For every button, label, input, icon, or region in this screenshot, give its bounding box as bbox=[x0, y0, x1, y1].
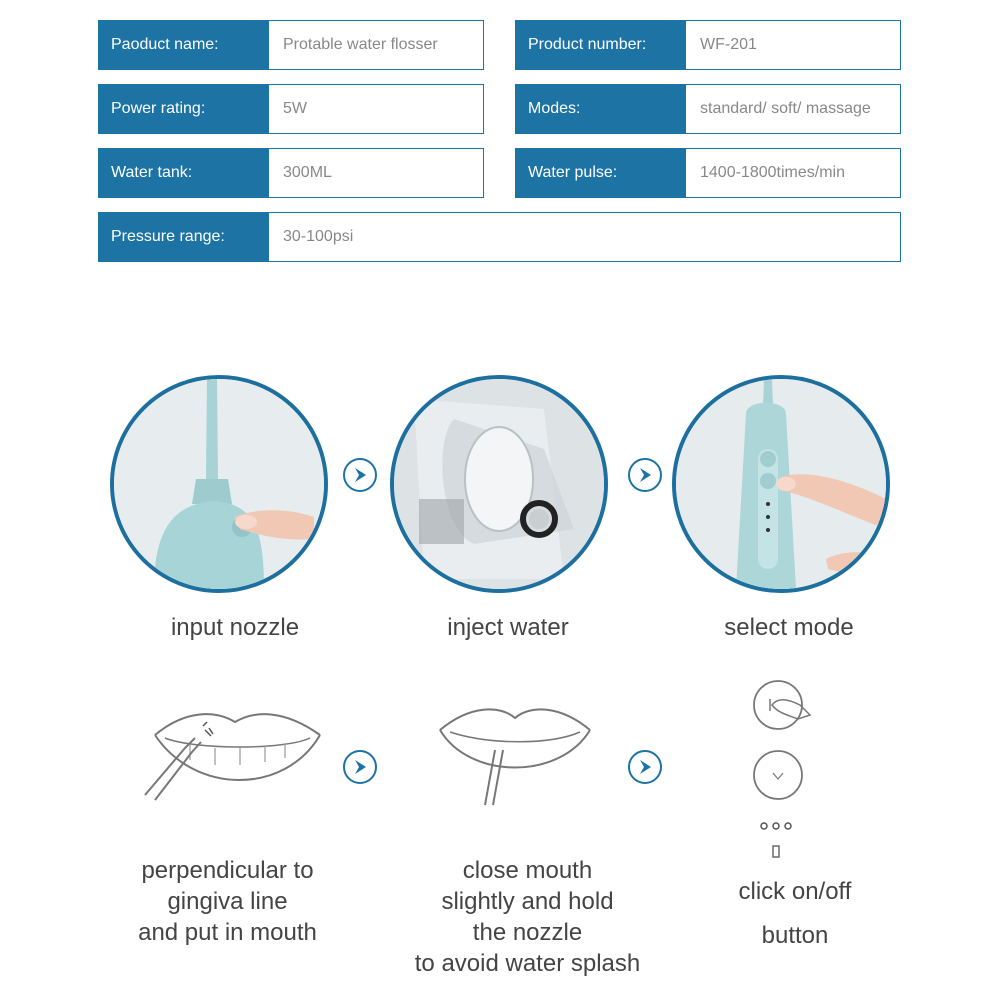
inject-water-photo bbox=[390, 375, 608, 593]
spec-product-number bbox=[515, 20, 901, 70]
spec-value: 1400-1800times/min bbox=[700, 164, 845, 181]
usage-label-close-mouth bbox=[395, 855, 660, 979]
spec-key: Paoduct name: bbox=[99, 21, 269, 69]
spec-key: Water tank: bbox=[99, 149, 269, 197]
step-label-select-mode: select mode bbox=[724, 614, 854, 641]
flosser-buttons-illustration bbox=[676, 379, 886, 589]
select-mode-photo bbox=[672, 375, 890, 593]
spec-value: Protable water flosser bbox=[283, 36, 438, 53]
next-arrow-icon bbox=[628, 750, 662, 784]
closed-mouth-nozzle-icon bbox=[430, 690, 600, 810]
step-label-input-nozzle: input nozzle bbox=[170, 614, 300, 641]
spec-water-pulse bbox=[515, 148, 901, 198]
usage-text: button bbox=[761, 922, 829, 949]
spec-key: Product number: bbox=[516, 21, 686, 69]
spec-key: Water pulse: bbox=[516, 149, 686, 197]
spec-pressure-range bbox=[98, 212, 901, 262]
spec-key: Power rating: bbox=[99, 85, 269, 133]
step-label-inject-water: inject water bbox=[447, 614, 569, 641]
water-tank-illustration bbox=[394, 379, 604, 589]
lips-nozzle-angle-icon bbox=[135, 690, 335, 810]
usage-label-angle bbox=[115, 855, 340, 948]
spec-water-tank bbox=[98, 148, 484, 198]
spec-power-rating bbox=[98, 84, 484, 134]
usage-text: gingiva line bbox=[167, 888, 288, 915]
usage-text: click on/off bbox=[738, 878, 852, 905]
spec-value: 30-100psi bbox=[283, 228, 354, 245]
spec-value: standard/ soft/ massage bbox=[700, 100, 871, 117]
usage-text: and put in mouth bbox=[138, 919, 317, 946]
spec-value: WF-201 bbox=[700, 36, 757, 53]
usage-text: the nozzle bbox=[472, 919, 583, 946]
next-arrow-icon bbox=[628, 458, 662, 492]
spec-modes bbox=[515, 84, 901, 134]
flosser-nozzle-illustration bbox=[114, 379, 324, 589]
usage-text: to avoid water splash bbox=[414, 950, 641, 977]
spec-key: Modes: bbox=[516, 85, 686, 133]
spec-value: 300ML bbox=[283, 164, 332, 181]
usage-text: slightly and hold bbox=[441, 888, 614, 915]
spec-product-name bbox=[98, 20, 484, 70]
next-arrow-icon bbox=[343, 750, 377, 784]
usage-text: close mouth bbox=[462, 857, 593, 884]
input-nozzle-photo bbox=[110, 375, 328, 593]
usage-text: perpendicular to bbox=[141, 857, 314, 884]
next-arrow-icon bbox=[343, 458, 377, 492]
spec-value: 5W bbox=[283, 100, 307, 117]
spec-key: Pressure range: bbox=[99, 213, 269, 261]
power-button-press-icon bbox=[740, 675, 820, 860]
usage-label-power bbox=[700, 870, 890, 958]
